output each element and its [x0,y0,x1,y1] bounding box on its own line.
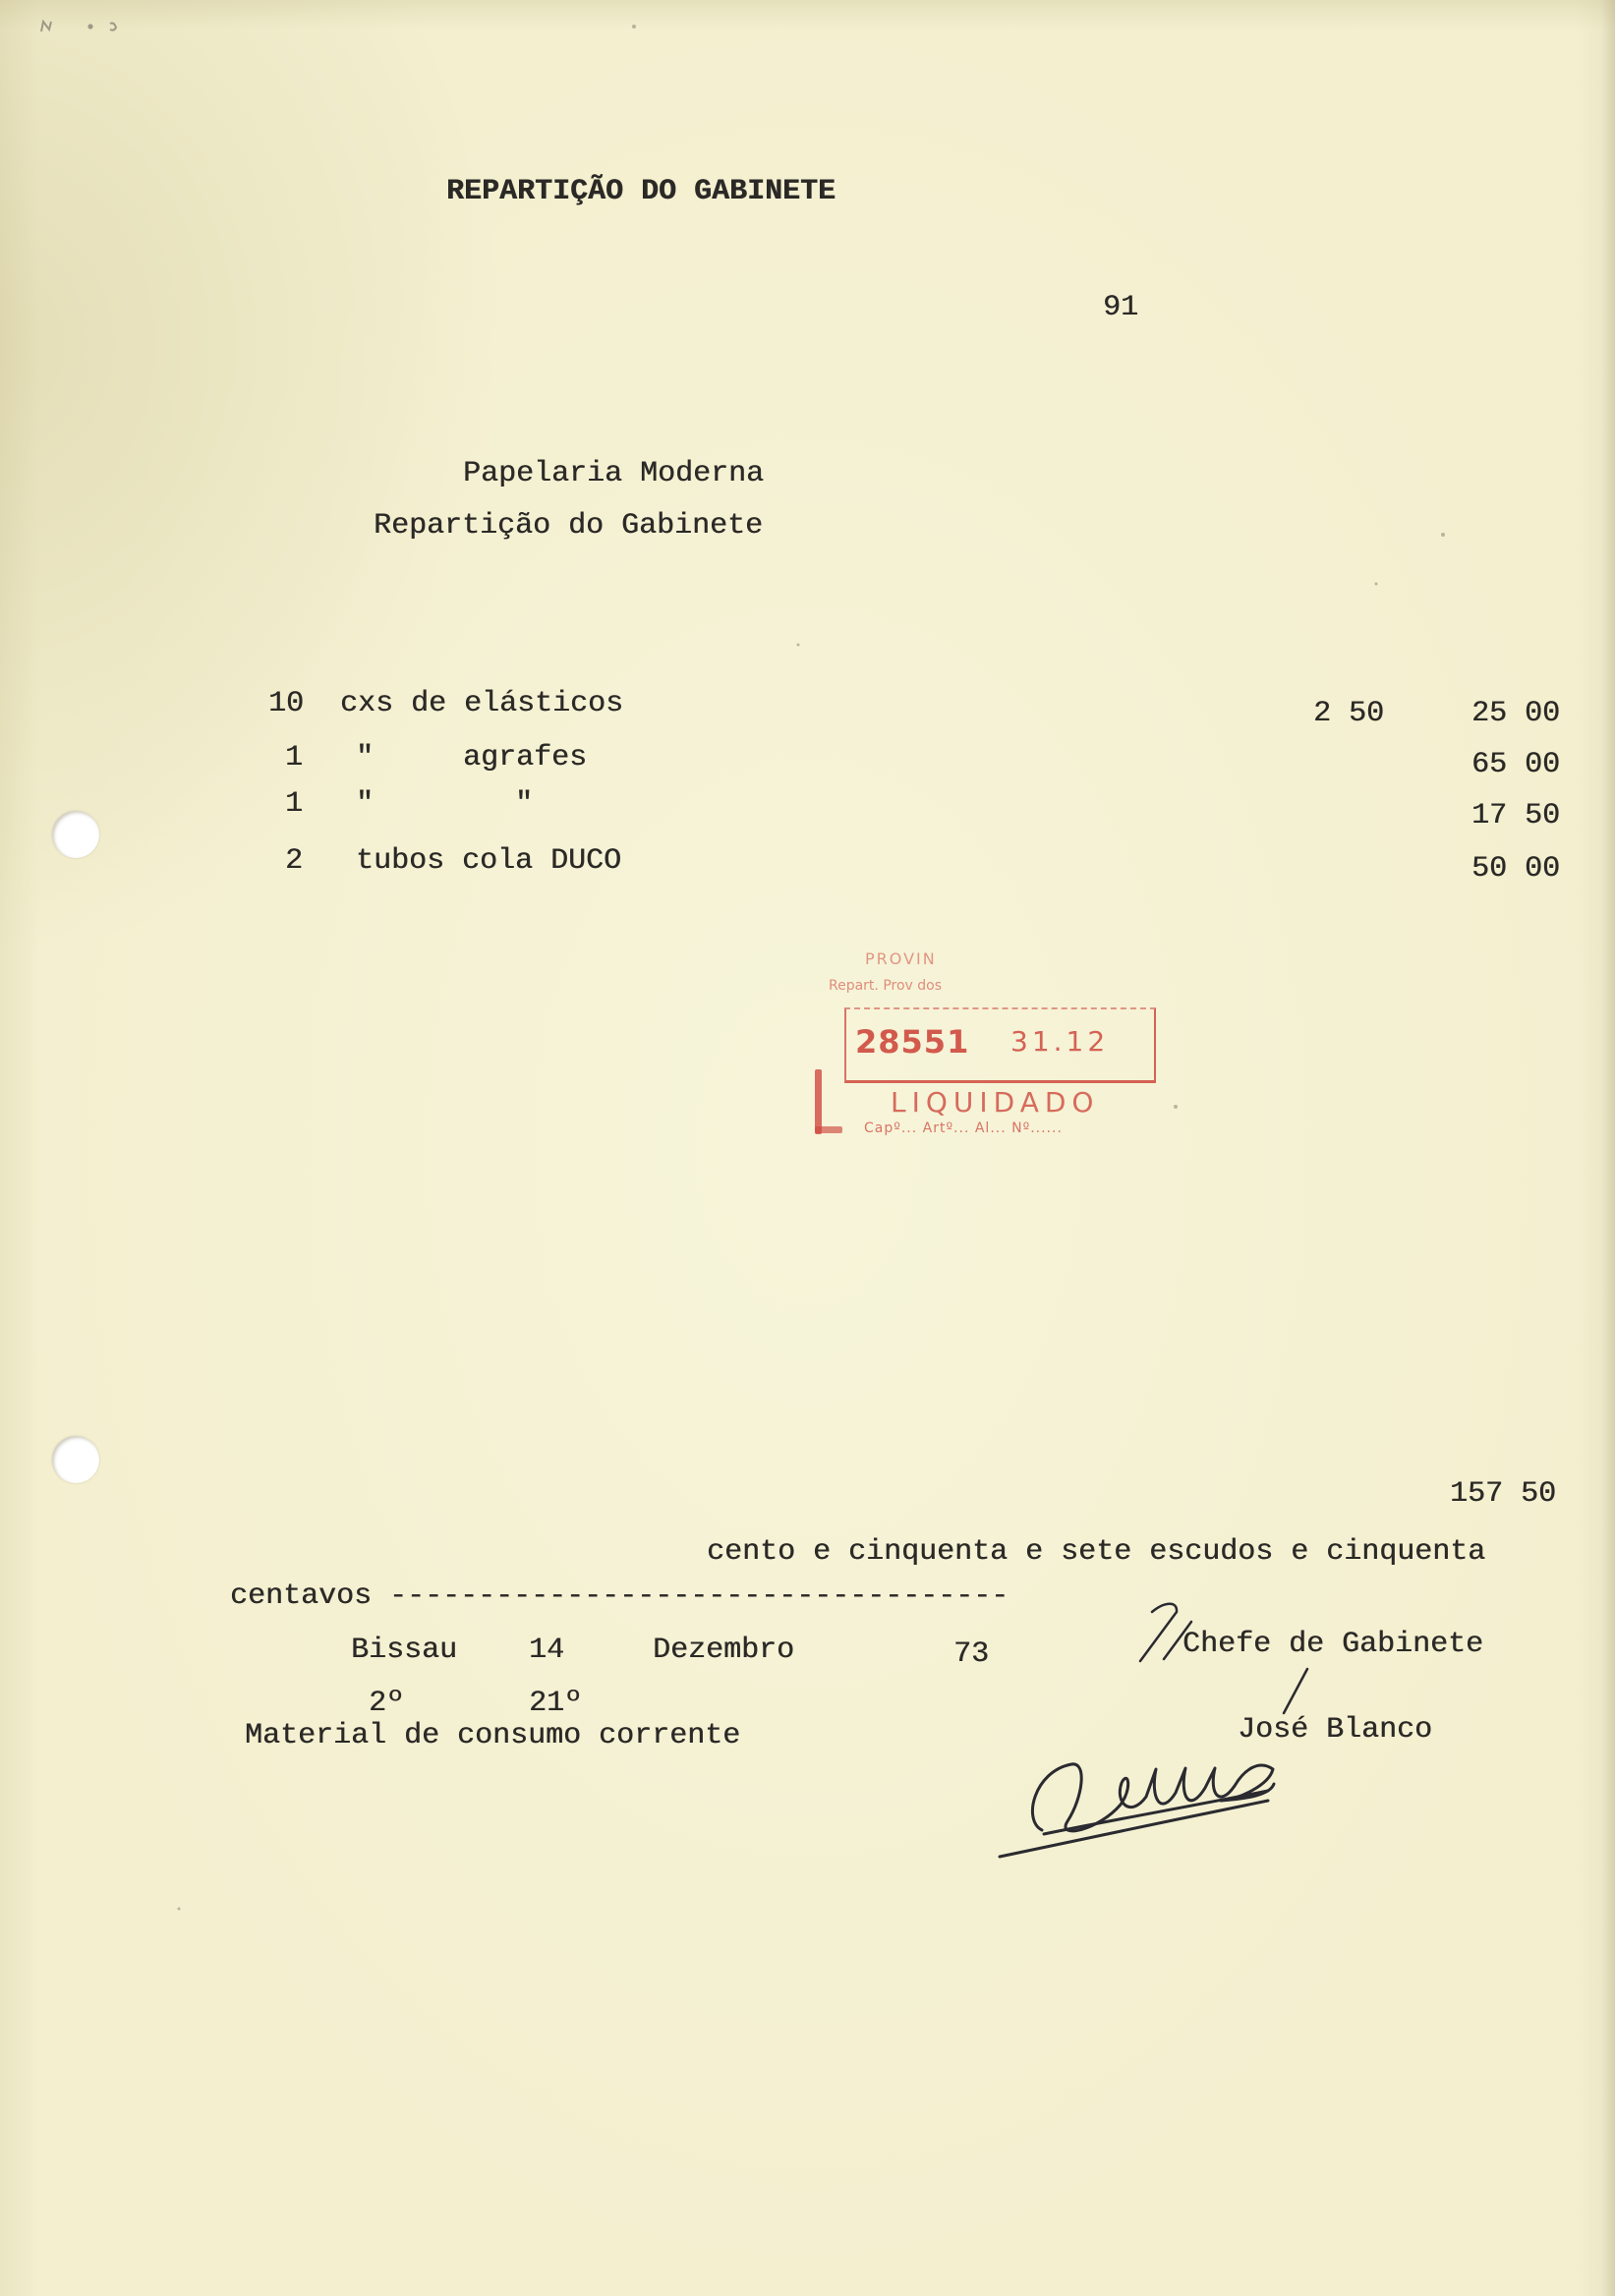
stamp-fields: Capº... Artº... Al... Nº...... [864,1120,1063,1136]
item-ditto-mark: " [356,741,375,775]
item-ditto-mark: " [515,787,534,821]
item-description: agrafes [463,741,588,775]
amount-in-words-continued: centavos ----------------------------------- [230,1579,1009,1613]
item-qty: 1 [285,741,304,775]
stamp-status: LIQUIDADO [891,1086,1100,1119]
item-ditto-mark: " [356,787,375,821]
classification-chapter: 2º [369,1687,405,1720]
initials-mark [1140,1604,1191,1661]
item-total: 50 00 [1471,852,1561,886]
stamp-line1: PROVIN [865,949,937,968]
department-name: Repartição do Gabinete [374,509,764,543]
item-total: 25 00 [1471,697,1561,730]
item-description: tubos cola DUCO [356,844,622,878]
document-header: REPARTIÇÃO DO GABINETE [446,175,836,208]
item-total: 65 00 [1471,748,1561,781]
signatory-title: Chefe de Gabinete [1182,1628,1484,1661]
item-total: 17 50 [1471,799,1561,832]
item-qty: 1 [285,787,304,821]
pencil-marks [41,22,116,31]
date-month: Dezembro [653,1634,795,1667]
date-year: 73 [953,1637,990,1671]
document-number: 91 [1103,291,1139,324]
date-day: 14 [529,1634,565,1667]
tick-mark [1284,1669,1307,1713]
stamp-number: 28551 [855,1023,970,1061]
signatory-name: José Blanco [1238,1713,1433,1747]
amount-in-words: cento e cinquenta e sete escudos e cinquenta [707,1535,1486,1569]
item-qty: 2 [285,844,304,878]
item-description: cxs de elásticos [340,687,624,720]
item-unit-price: 2 50 [1313,697,1385,730]
stamp-line2: Repart. Prov dos [829,978,943,994]
item-qty: 10 [268,687,305,720]
stamp-date: 31.12 [1010,1025,1110,1058]
classification-label: Material de consumo corrente [245,1719,741,1752]
supplier-name: Papelaria Moderna [463,457,765,490]
signature [1000,1764,1274,1857]
grand-total: 157 50 [1450,1477,1557,1511]
classification-article: 21º [529,1687,583,1720]
date-place: Bissau [351,1634,458,1667]
paper-specks [178,25,1446,1911]
